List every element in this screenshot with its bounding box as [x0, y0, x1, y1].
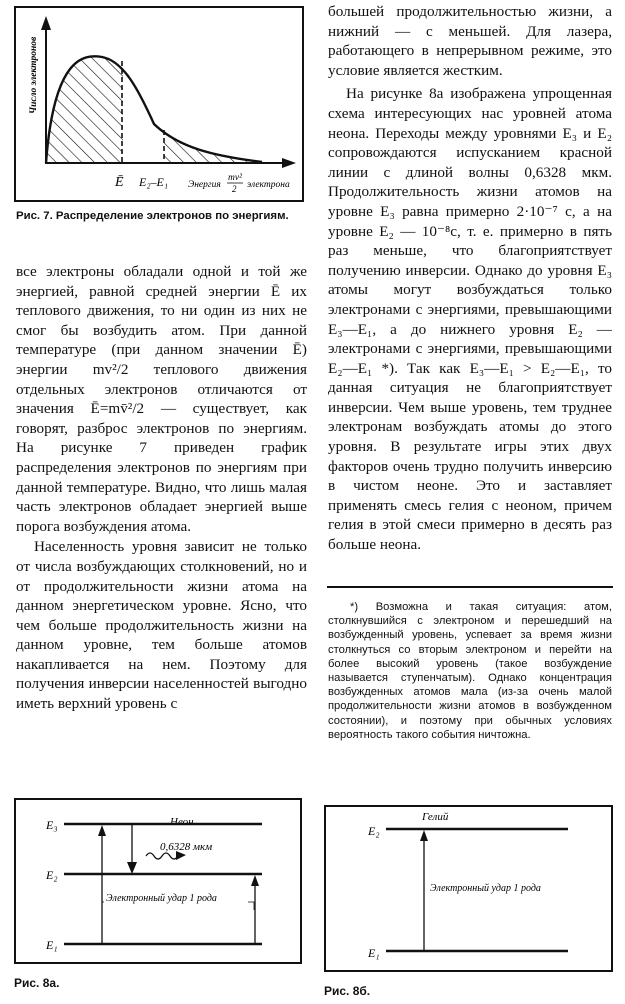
- label-he-e1: E₁: [368, 946, 380, 960]
- fig7-caption: Рис. 7. Распределение электронов по энергиям.: [16, 210, 289, 222]
- left-paragraph-2: Населенность уровня зависит не только от числа возбуждающих столкновений, но и от продолжительности жизни атома на данном энергетическом уровне. Ясно, что чем больше продолжительность жизни на данном уровне, тем больше атомов накапливается на нем. Поэтому для получения инверсии населенностей выгодно иметь верхний уровень с: [16, 538, 307, 713]
- y-axis-arrow: [41, 16, 51, 30]
- footnote: [328, 600, 612, 742]
- x-axis-label-pre: Энергия: [188, 180, 221, 190]
- y-axis-label: Число электронов: [29, 36, 39, 114]
- label-e3: E₃: [46, 818, 58, 832]
- label-e1: E₁: [46, 938, 58, 952]
- x-axis-label-post: электрона: [247, 180, 290, 190]
- excite-arrow-e3-head: [98, 825, 106, 836]
- fig8b-caption: Рис. 8б.: [324, 984, 371, 998]
- label-he-e2: E₂: [368, 824, 380, 838]
- excite-arrow-e2-head: [251, 875, 259, 886]
- x-axis-label-den: 2: [232, 184, 237, 194]
- fig8a-impact-label: Электронный удар 1 рода: [106, 893, 217, 904]
- right-paragraph-0: большей продолжительностью жизни, а нижний — с меньшей. Для лазера, работающего в непрерывном режиме, это условие является жестким.: [328, 3, 612, 79]
- fig7-plot: [14, 6, 304, 202]
- footnote-text: *) Возможна и такая ситуация: атом, столкнувшийся с электроном и перешедший на возбужденный уровень, успевает за время жизни столкнуться со вторым электроном и перейти на более высокий уровень (такое возбуждение называется ступенчатым). Однако концентрация возбужденных атомов мала (из-за очень малой продолжительности жизни атомов в возбужденном состоянии), и поэтому при обычных условиях вероятность такого события ничтожна.: [328, 601, 612, 741]
- transition-arrow-head: [127, 862, 137, 874]
- fig8b-diagram: [324, 805, 613, 972]
- fig8a-title: Неон: [170, 816, 194, 828]
- label-e2: E₂: [46, 868, 58, 882]
- footnote-rule: [327, 586, 613, 588]
- left-paragraph-1: все электроны обладали одной и той же энергией, равной средней энергии Ē их теплового движения, то ни один из них не смог бы возбудить атом. При данной температуре (при данном значении Ē) энергии mv²/2 теплового движения отдельных электронов отличаются от значения Ē=mv̄²/2 — существует, как говорят, разброс электронов по энергиям. На рисунке 7 приведен график распределения электронов по энергиям при данной температуре. Видно, что лишь малая часть электронов обладает энергией выше порога возбуждения атома.: [16, 263, 307, 535]
- x-axis-arrow: [282, 158, 296, 168]
- fig8b-impact-label: Электронный удар 1 рода: [430, 883, 541, 894]
- x-axis-label-num: mv²: [228, 173, 242, 183]
- fig8a-diagram: [14, 798, 302, 964]
- right-column: [328, 2, 612, 555]
- wavelength-label: 0,6328 мкм: [160, 841, 213, 853]
- right-paragraph-1: На рисунке 8а изображена упрощенная схема интересующих нас уровней атома неона. Переходы между уровнями E₃ и E₂ сопровождаются испусканием красной линии с длиной волны 0,6328 мкм. Продолжительность жизни атомов на уровне E₃ равна примерно 2·10⁻⁷ с, а на уровне E₂ — 10⁻⁸с, т. е. примерно в пять раз меньше, что благоприятствует получению инверсии. Однако до уровня E₃ атомы могут возбуждаться только электронами с энергиями, превышающими E₃—E₁, а до нижнего уровня E₂ — электронами с энергиями, превышающими E₂—E₁ *). Так как E₃—E₁ > E₂—E₁, то данная ситуация не благоприятствует инверсии. Чем выше уровень, тем труднее электронам возбуждать атомы до этого уровня. В результате игры этих двух факторов очень трудно получить инверсию в чистом неоне. Это и заставляет применять смесь гелия с неоном, причем гелия в этой смеси примерно в десять раз больше неона.: [328, 85, 612, 554]
- tick-e2e1-label: E₂–E₁: [139, 175, 169, 189]
- he-excite-arrow-head: [420, 830, 428, 841]
- distribution-area-left: [46, 56, 262, 163]
- tick-e-label: Ē: [115, 175, 124, 190]
- fig8b-title: Гелий: [422, 811, 449, 823]
- fig8a-caption: Рис. 8а.: [14, 976, 60, 990]
- left-column: [16, 262, 307, 714]
- photon-wave: [146, 853, 178, 859]
